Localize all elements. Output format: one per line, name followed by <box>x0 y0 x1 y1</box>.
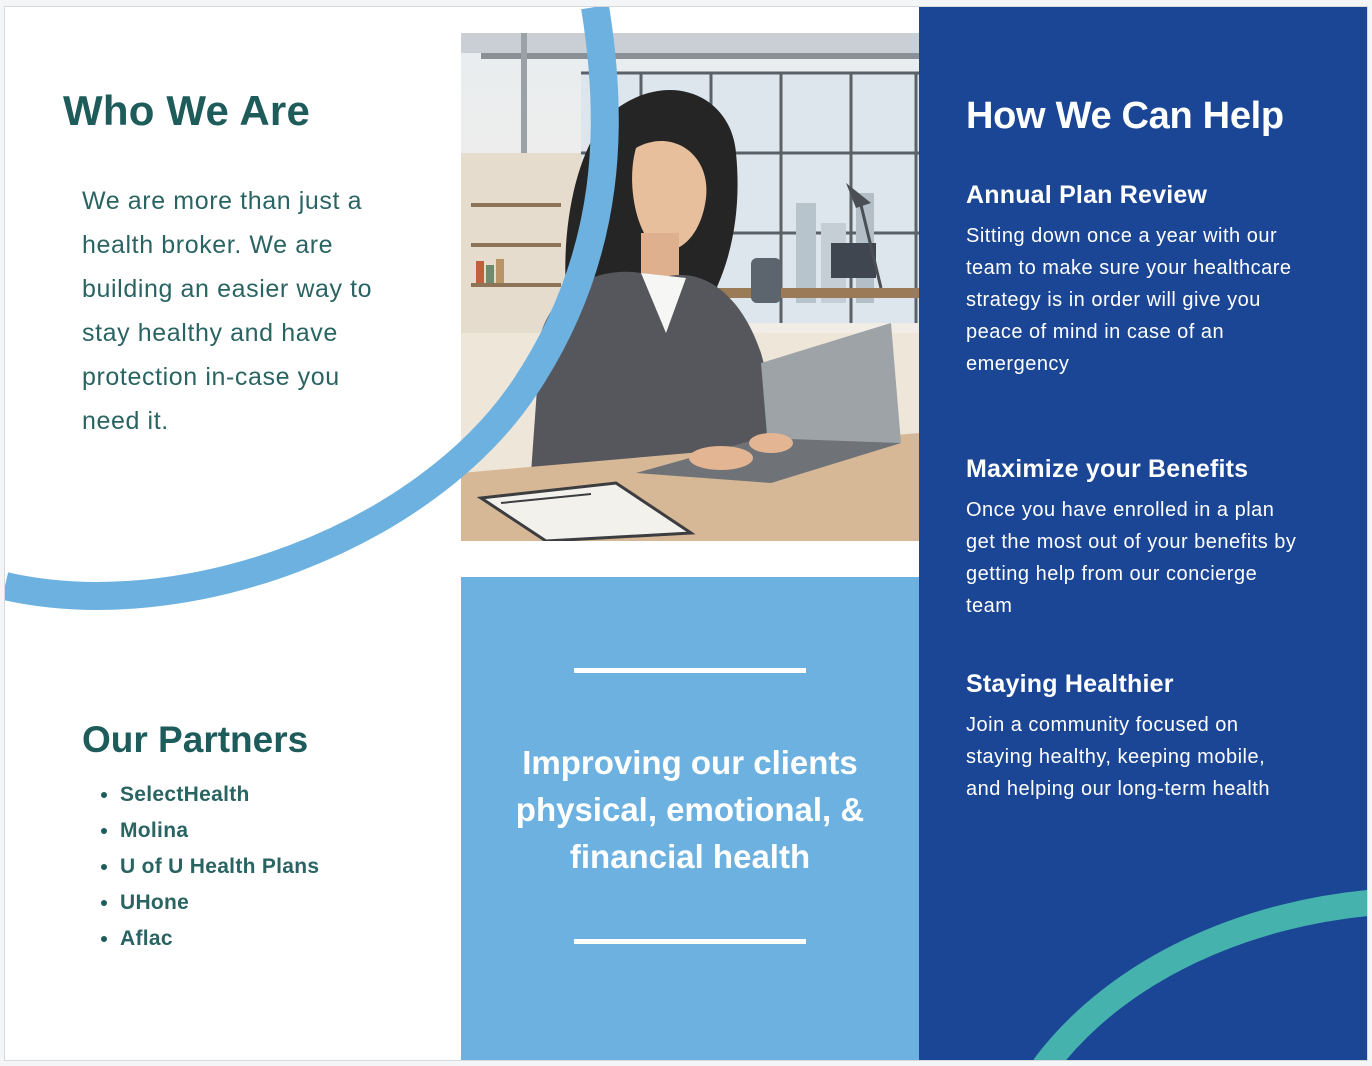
mission-divider-top <box>574 668 806 673</box>
partner-item: • Aflac <box>120 921 319 957</box>
service-maximize-benefits <box>966 455 1306 622</box>
partner-item: • SelectHealth <box>120 777 319 813</box>
service-description: Sitting down once a year with our team to make sure your healthcare strategy is in order will give you peace of mind in case of an emergency <box>966 225 1292 375</box>
service-heading: Maximize your Benefits <box>966 455 1249 483</box>
woman-at-laptop-illustration <box>461 33 919 541</box>
partners-title: Our Partners <box>82 719 309 760</box>
mission-divider-bottom <box>574 939 806 944</box>
who-we-are-body: We are more than just a health broker. We are building an easier way to stay healthy and have protection in-case you need it. <box>82 187 373 435</box>
service-heading: Annual Plan Review <box>966 181 1208 209</box>
who-we-are-title: Who We Are <box>63 87 311 134</box>
service-annual-plan-review <box>966 181 1306 380</box>
right-panel <box>919 7 1367 1060</box>
brochure-page <box>5 7 1367 1060</box>
service-description: Join a community focused on staying healthy, keeping mobile, and helping our long-term health <box>966 714 1270 800</box>
mission-block <box>461 577 919 1060</box>
service-description: Once you have enrolled in a plan get the most out of your benefits by getting help from our concierge team <box>966 499 1297 617</box>
partner-item: • UHone <box>120 885 319 921</box>
service-heading: Staying Healthier <box>966 670 1174 698</box>
partner-item: • Molina <box>120 813 319 849</box>
service-staying-healthier <box>966 670 1306 805</box>
partners-list <box>95 777 319 957</box>
office-illustration <box>461 33 919 541</box>
left-panel <box>5 7 461 1060</box>
middle-panel <box>461 7 919 1060</box>
how-we-can-help-title: How We Can Help <box>966 95 1284 137</box>
partner-item: • U of U Health Plans <box>120 849 319 885</box>
mission-statement: Improving our clients physical, emotional, & financial health <box>515 744 865 875</box>
